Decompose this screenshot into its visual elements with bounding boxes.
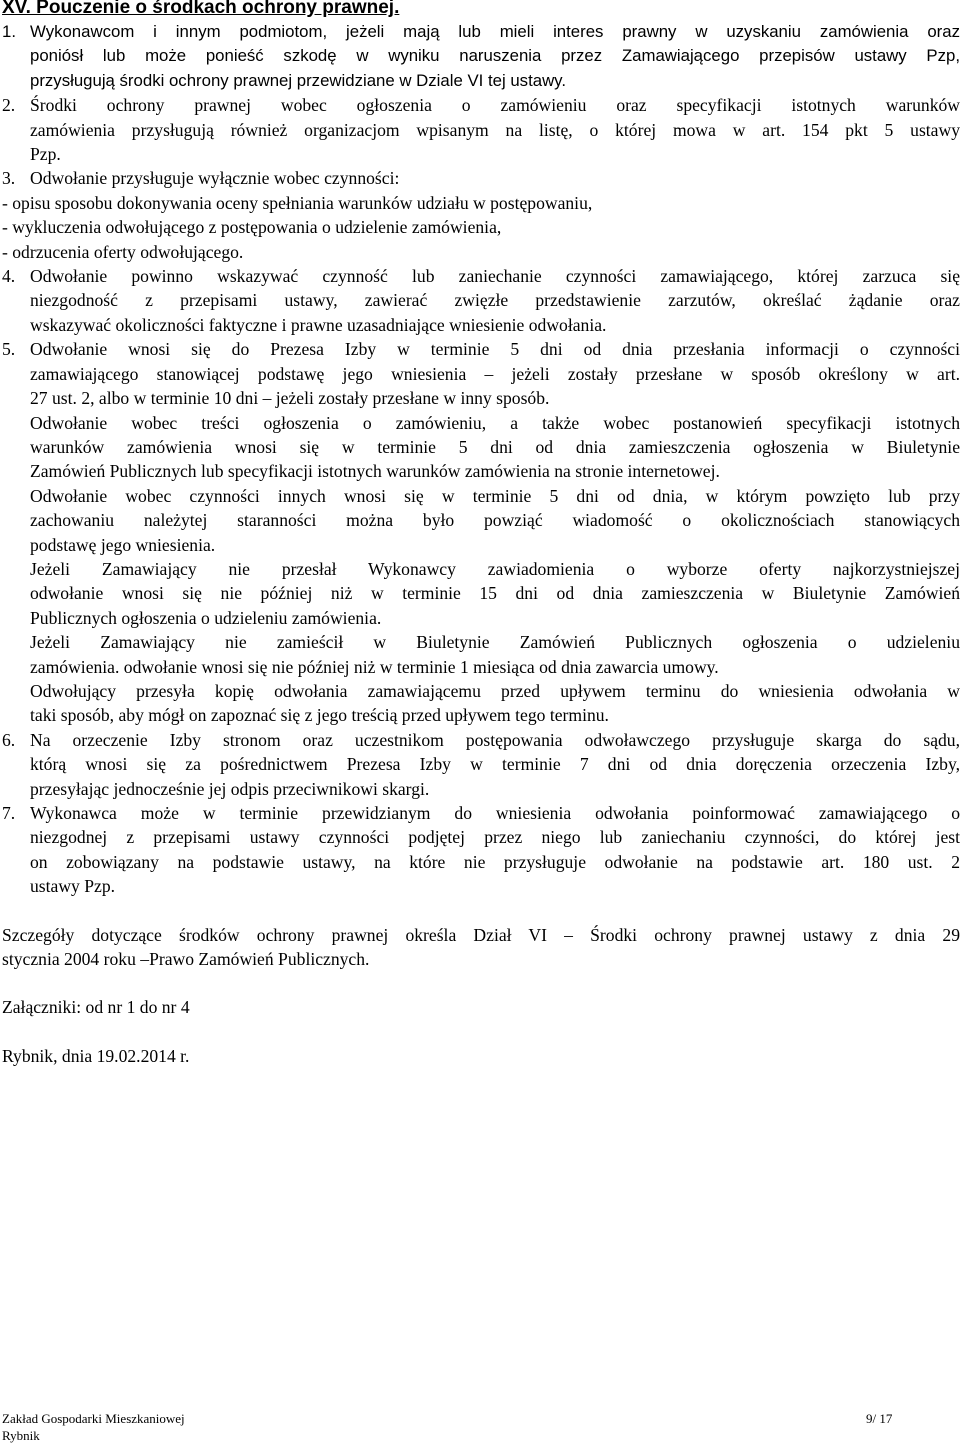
list-item-6 — [2, 728, 960, 801]
item-5-para-1-line-1: Odwołanie wobec treści ogłoszenia o zamówieniu, a także wobec postanowień specyfikacji istotnych — [30, 412, 960, 433]
item-5-para-3-line-2: odwołanie wnosi się nie później niż w terminie 15 dni od dnia zamieszczenia w Biuletynie Zamówień — [30, 583, 960, 604]
item-5-para-3-line-1: Jeżeli Zamawiający nie przesłał Wykonawcy zawiadomienia o wyborze oferty najkorzystniejszej — [30, 558, 960, 579]
item-2-line-2: zamówienia przysługują również organizacjom wpisanym na listę, o której mowa w art. 154 pkt 5 ustawy — [30, 119, 960, 140]
list-item-1 — [2, 20, 960, 93]
item-4-line-3: wskazywać okoliczności faktyczne i prawne uzasadniające wniesienie odwołania. — [30, 314, 607, 335]
item-5-line-3: 27 ust. 2, albo w terminie 10 dni – jeżeli zostały przesłane w inny sposób. — [30, 388, 550, 409]
item-number: 1. — [2, 22, 16, 41]
spacer — [2, 899, 960, 923]
item-6-line-3: przesyłając jednocześnie jej odpis przeciwnikowi skargi. — [30, 778, 430, 799]
list-item-2 — [2, 93, 960, 166]
item-3-intro: Odwołanie przysługuje wyłącznie wobec czynności: — [30, 168, 400, 189]
item-5-para-5-line-1: Odwołujący przesyła kopię odwołania zamawiającemu przed upływem terminu do wniesienia odwołania w — [30, 680, 960, 701]
list-item-3 — [2, 166, 960, 190]
page-number: 9/ 17 — [866, 1411, 893, 1426]
item-5-line-1: Odwołanie wnosi się do Prezesa Izby w terminie 5 dni od dnia przesłania informacji o czynności — [30, 339, 960, 360]
closing-details-line-1: Szczegóły dotyczące środków ochrony prawnej określa Dział VI – Środki ochrony prawnej ustawy z dnia 29 — [2, 924, 960, 945]
item-number: 5. — [2, 339, 16, 360]
list-item-5 — [2, 337, 960, 728]
document-body — [2, 20, 960, 1068]
item-number: 7. — [2, 803, 16, 823]
item-1-line-1: Wykonawcom i innym podmiotom, jeżeli mają lub mieli interes prawny w uzyskaniu zamówienia oraz — [30, 22, 960, 41]
item-number: 2. — [2, 95, 16, 116]
page-footer — [2, 1410, 902, 1444]
item-7-line-4: ustawy Pzp. — [30, 876, 116, 897]
item-5-para-2-line-3: podstawę jego wniesienia. — [30, 534, 216, 555]
footer-organization: Zakład Gospodarki Mieszkaniowej — [2, 1411, 185, 1426]
list-item-4 — [2, 264, 960, 337]
item-5-para-4-line-2: zamówienia. odwołanie wnosi się nie później niż w terminie 1 miesiąca od dnia zawarcia umowy. — [30, 656, 719, 677]
item-5-para-4-line-1: Jeżeli Zamawiający nie zamieścił w Biuletynie Zamówień Publicznych ogłoszenia o udzieleniu — [30, 632, 960, 653]
item-7-line-1: Wykonawca może w terminie przewidzianym do wniesienia odwołania poinformować zamawiającego o — [30, 803, 960, 823]
list-item-7 — [2, 801, 960, 899]
spacer — [2, 971, 960, 995]
item-1-line-2: poniósł lub może ponieść szkodę w wyniku naruszenia przez Zamawiającego przepisów ustawy Pzp, — [30, 46, 960, 66]
item-5-line-2: zamawiającego stanowiącej podstawę jego wniesienia – jeżeli zostały przesłane w sposób określony w art. — [30, 363, 960, 384]
item-7-line-2: niezgodnej z przepisami ustawy czynności podjętej przez niego lub zaniechaniu czynności, do której jest — [30, 827, 960, 848]
place-date: Rybnik, dnia 19.02.2014 r. — [2, 1045, 190, 1066]
item-5-para-2-line-1: Odwołanie wobec czynności innych wnosi się w terminie 5 dni od dnia, w którym powzięto lub przy — [30, 485, 960, 506]
spacer — [2, 1020, 960, 1044]
item-1-line-3: przysługują środki ochrony prawnej przewidziane w Dziale VI tej ustawy. — [30, 70, 566, 90]
section-title: XV. Pouczenie o środkach ochrony prawnej. — [2, 0, 400, 18]
item-5-para-2-line-2: zachowaniu należytej staranności można było powziąć wiadomość o okolicznościach stanowiących — [30, 510, 960, 531]
item-5-para-1-line-2: warunków zamówienia wnosi się w terminie 5 dni od dnia zamieszczenia ogłoszenia w Biuletynie — [30, 436, 960, 457]
item-2-line-3: Pzp. — [30, 144, 61, 165]
item-number: 6. — [2, 729, 16, 750]
item-6-line-2: którą wnosi się za pośrednictwem Prezesa Izby w terminie 7 dni od dnia doręczenia orzeczenia Izby, — [30, 754, 960, 775]
attachments-note: Załączniki: od nr 1 do nr 4 — [2, 997, 190, 1018]
item-5-para-1-line-3: Zamówień Publicznych lub specyfikacji istotnych warunków zamówienia na stronie internetowej. — [30, 461, 720, 482]
item-7-line-3: on zobowiązany na podstawie ustawy, na które nie przysługuje odwołanie na podstawie art. 180 ust. 2 — [30, 851, 960, 872]
item-3-sub-3: - odrzucenia oferty odwołującego. — [2, 241, 244, 262]
item-3-sub-1: - opisu sposobu dokonywania oceny spełniania warunków udziału w postępowaniu, — [2, 192, 593, 213]
item-2-line-1: Środki ochrony prawnej wobec ogłoszenia o zamówieniu oraz specyfikacji istotnych warunków — [30, 95, 960, 116]
item-number: 4. — [2, 266, 16, 287]
item-6-line-1: Na orzeczenie Izby stronom oraz uczestnikom postępowania odwoławczego przysługuje skarga do sądu, — [30, 729, 960, 750]
item-5-para-5-line-2: taki sposób, aby mógł on zapoznać się z jego treścią przed upływem tego terminu. — [30, 705, 609, 726]
item-number: 3. — [2, 168, 16, 189]
footer-city: Rybnik — [2, 1428, 40, 1443]
closing-details-line-2: stycznia 2004 roku –Prawo Zamówień Publicznych. — [2, 949, 370, 970]
item-5-para-3-line-3: Publicznych ogłoszenia o udzieleniu zamówienia. — [30, 607, 382, 628]
item-4-line-1: Odwołanie powinno wskazywać czynność lub zaniechanie czynności zamawiającego, której zarzuca się — [30, 266, 960, 287]
item-4-line-2: niezgodność z przepisami ustawy, zawierać zwięzłe przedstawienie zarzutów, określać żądanie oraz — [30, 290, 960, 311]
item-3-sub-2: - wykluczenia odwołującego z postępowania o udzielenie zamówienia, — [2, 217, 502, 238]
